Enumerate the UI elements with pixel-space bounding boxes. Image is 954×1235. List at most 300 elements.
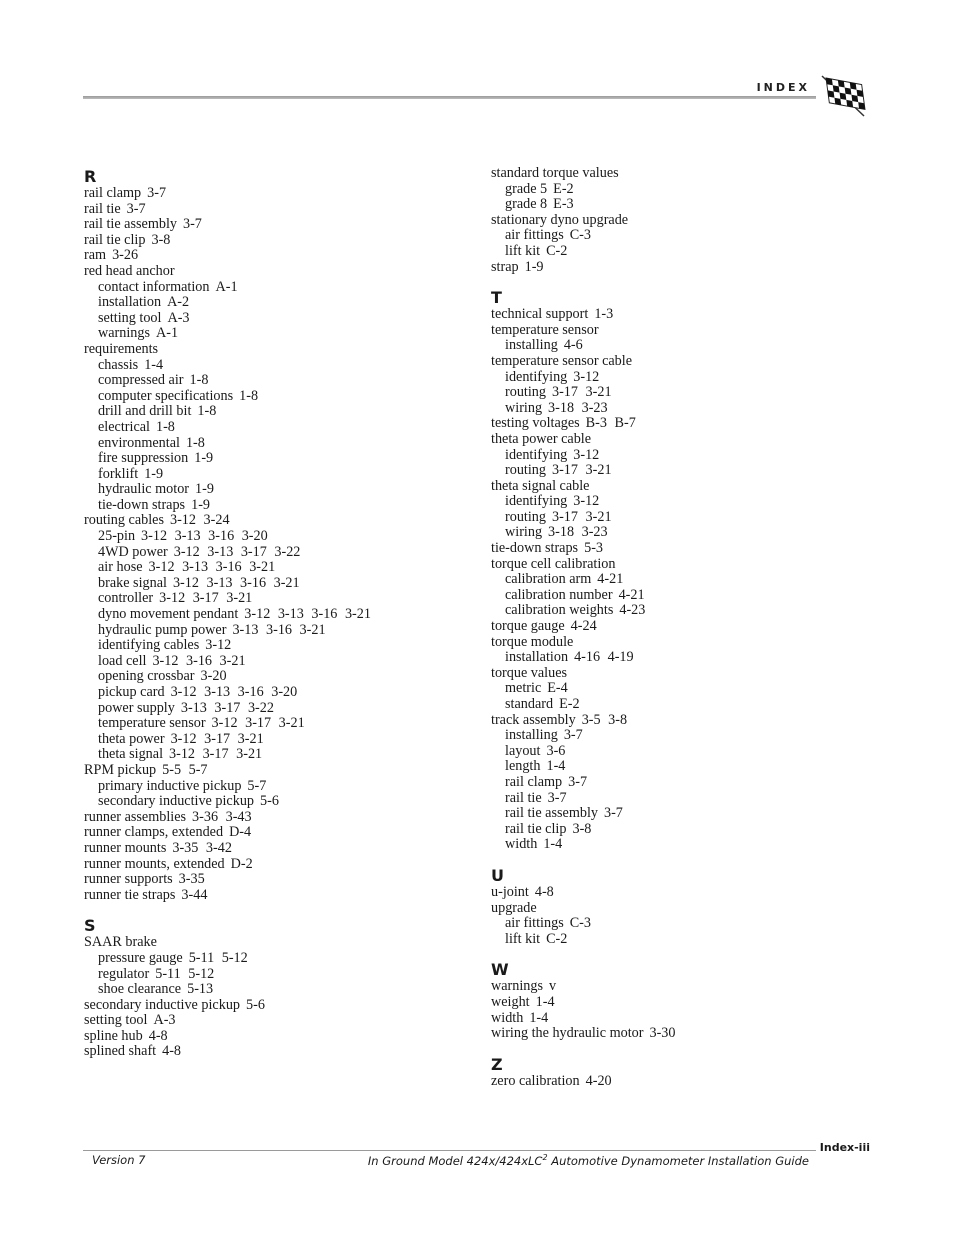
entry-term: regulator <box>98 965 150 982</box>
index-subentry <box>84 967 464 983</box>
entry-term: runner clamps, extended <box>84 824 224 841</box>
entry-pages: v <box>549 978 557 995</box>
entry-term: grade 8 <box>505 196 548 213</box>
entry-pages: 1-9 <box>194 450 214 467</box>
entry-pages: 3-12 3-13 3-16 3-21 <box>172 574 300 591</box>
index-subentry <box>491 588 851 604</box>
index-subentry <box>84 482 464 498</box>
entry-pages: 4-21 <box>597 571 624 588</box>
index-subentry <box>84 404 464 420</box>
entry-term: identifying cables <box>98 637 200 654</box>
entry-pages: 3-7 <box>568 773 588 790</box>
index-subentry <box>491 775 851 791</box>
entry-pages: 3-7 <box>182 216 202 233</box>
entry-term: pickup card <box>98 684 165 700</box>
index-subentry <box>491 182 851 198</box>
index-right-column <box>491 166 851 1103</box>
entry-pages: 3-17 3-21 <box>551 384 612 401</box>
entry-term: runner supports <box>84 871 173 888</box>
index-entry <box>84 217 464 233</box>
index-subentry <box>84 311 464 327</box>
entry-term: forklift <box>98 465 139 482</box>
entry-pages: 3-18 3-23 <box>548 399 608 416</box>
entry-pages: 5-7 <box>247 777 267 794</box>
index-subentry <box>84 576 464 592</box>
index-subentry <box>491 916 851 932</box>
index-subentry <box>84 747 464 763</box>
index-subentry <box>84 701 464 717</box>
entry-term: rail tie clip <box>505 820 567 837</box>
entry-term: theta signal <box>98 746 164 763</box>
entry-pages: A-3 <box>167 309 190 326</box>
index-entry <box>491 213 851 229</box>
index-entry <box>491 713 851 729</box>
entry-pages: C-3 <box>569 227 591 244</box>
footer-rule <box>83 1150 816 1151</box>
entry-pages: A-3 <box>153 1012 176 1029</box>
entry-pages: 3-18 3-23 <box>548 524 608 541</box>
entry-pages: 3-13 3-16 3-21 <box>232 621 326 638</box>
entry-term: 25-pin <box>98 528 136 545</box>
entry-pages: 1-4 <box>144 356 164 373</box>
index-subentry <box>84 451 464 467</box>
index-entry <box>84 825 464 841</box>
footer-title-main: In Ground Model 424x/424xLC <box>367 1153 543 1168</box>
index-entry <box>84 857 464 873</box>
index-section <box>84 168 464 903</box>
entry-pages: 3-6 <box>546 742 566 759</box>
index-subentry <box>84 560 464 576</box>
index-entry <box>84 998 464 1014</box>
entry-term: installation <box>505 649 569 666</box>
entry-term: pressure gauge <box>98 949 183 966</box>
entry-term: drill and drill bit <box>98 403 192 420</box>
entry-pages: C-3 <box>569 915 591 932</box>
entry-term: identifying <box>505 368 568 385</box>
entry-term: rail tie clip <box>84 231 146 248</box>
index-subentry <box>84 607 464 623</box>
entry-term: computer specifications <box>98 387 234 404</box>
index-entry <box>491 1011 851 1027</box>
entry-term: requirements <box>84 340 159 357</box>
entry-term: rail tie assembly <box>84 216 177 233</box>
section-letter: S <box>84 916 96 936</box>
index-entry <box>491 260 851 276</box>
entry-pages: E-2 <box>559 696 580 712</box>
entry-pages: D-2 <box>230 855 253 872</box>
entry-pages: 3-12 3-13 3-16 3-21 <box>148 559 276 576</box>
entry-pages: 3-17 3-21 <box>551 462 612 479</box>
entry-term: wiring <box>505 399 543 416</box>
index-subentry <box>84 436 464 452</box>
entry-pages: E-3 <box>553 196 574 213</box>
index-subentry <box>84 498 464 514</box>
entry-term: contact information <box>98 278 210 295</box>
entry-term: strap <box>491 258 519 275</box>
index-subentry <box>491 759 851 775</box>
index-subentry <box>491 370 851 386</box>
index-subentry <box>84 591 464 607</box>
index-entry <box>491 541 851 557</box>
index-subentry <box>84 716 464 732</box>
entry-pages: 1-8 <box>239 387 259 404</box>
entry-term: torque gauge <box>491 618 565 635</box>
entry-term: calibration arm <box>505 571 592 588</box>
index-subentry <box>491 385 851 401</box>
entry-term: rail clamp <box>84 185 142 201</box>
entry-pages: 1-4 <box>543 836 563 853</box>
entry-pages: 1-9 <box>144 465 164 482</box>
entry-term: stationary dyno upgrade <box>491 211 629 228</box>
index-subentry <box>84 280 464 296</box>
entry-pages: 5-13 <box>187 981 214 998</box>
entry-term: torque cell calibration <box>491 555 616 572</box>
index-subentry <box>491 197 851 213</box>
index-subentry <box>84 638 464 654</box>
entry-term: routing <box>505 384 546 401</box>
entry-pages: C-2 <box>546 930 568 947</box>
index-subentry <box>84 295 464 311</box>
index-entry <box>84 202 464 218</box>
entry-term: air fittings <box>505 227 564 244</box>
entry-pages: 1-9 <box>524 258 544 275</box>
index-subentry <box>84 326 464 342</box>
entry-pages: D-4 <box>229 824 252 841</box>
index-entry <box>491 323 851 339</box>
index-entry <box>84 1044 464 1060</box>
index-entry <box>491 885 851 901</box>
index-entry <box>491 995 851 1011</box>
index-entry <box>84 810 464 826</box>
entry-pages: 3-12 3-16 3-21 <box>152 652 246 669</box>
entry-pages: 3-8 <box>572 820 592 837</box>
entry-pages: 3-12 3-17 3-21 <box>170 730 264 747</box>
index-entry <box>84 264 464 280</box>
section-letter: Z <box>491 1054 503 1074</box>
index-section <box>491 289 851 853</box>
entry-pages: 1-8 <box>155 418 175 435</box>
entry-term: power supply <box>98 699 175 716</box>
entry-term: layout <box>505 742 541 759</box>
index-section <box>491 961 851 1041</box>
index-entry <box>84 872 464 888</box>
index-subentry <box>84 623 464 639</box>
entry-term: temperature sensor <box>491 321 599 338</box>
index-subentry <box>491 932 851 948</box>
index-entry <box>491 416 851 432</box>
entry-pages: 4-16 4-19 <box>574 649 634 666</box>
entry-pages: 3-12 3-17 3-21 <box>211 715 305 732</box>
entry-pages: 3-30 <box>649 1025 676 1042</box>
index-entry <box>84 233 464 249</box>
entry-term: fire suppression <box>98 450 189 467</box>
index-subentry <box>491 494 851 510</box>
entry-pages: 4-8 <box>534 883 554 900</box>
entry-term: torque module <box>491 633 574 650</box>
checkered-flag-icon <box>818 74 868 118</box>
index-subentry <box>84 467 464 483</box>
entry-term: hydraulic pump power <box>98 621 227 638</box>
entry-pages: 1-4 <box>535 993 555 1010</box>
index-subentry <box>491 681 851 697</box>
entry-term: chassis <box>98 356 139 373</box>
entry-pages: 4-20 <box>585 1072 612 1089</box>
index-left-column <box>84 166 464 1074</box>
entry-term: opening crossbar <box>98 668 195 685</box>
index-entry <box>491 354 851 370</box>
footer-version: Version 7 <box>92 1153 146 1167</box>
entry-pages: 1-4 <box>529 1009 549 1026</box>
index-subentry <box>84 685 464 701</box>
entry-pages: 3-7 <box>547 789 567 806</box>
entry-term: rail tie assembly <box>505 805 598 822</box>
footer-page-label: Index-iii <box>819 1141 870 1154</box>
index-entry <box>491 979 851 995</box>
entry-pages: 3-7 <box>126 200 146 217</box>
index-subentry <box>491 791 851 807</box>
index-section <box>491 1056 851 1090</box>
index-subentry <box>491 650 851 666</box>
entry-term: rail tie <box>505 789 542 806</box>
index-subentry <box>84 529 464 545</box>
entry-term: air hose <box>98 559 143 576</box>
index-subentry <box>491 338 851 354</box>
entry-pages: 3-12 3-13 3-16 3-20 <box>170 684 298 700</box>
entry-term: width <box>491 1009 524 1026</box>
entry-pages: E-2 <box>553 180 574 197</box>
footer-title-superscript: 2 <box>542 1153 548 1162</box>
entry-pages: 5-3 <box>584 540 604 557</box>
footer-title-rest: Automotive Dynamometer Installation Guide <box>547 1153 809 1168</box>
entry-term: testing voltages <box>491 415 580 432</box>
index-entry <box>491 619 851 635</box>
footer-guide-title <box>368 1153 809 1168</box>
entry-term: routing <box>505 462 546 479</box>
index-entry <box>491 635 851 651</box>
index-subentry <box>84 358 464 374</box>
entry-term: temperature sensor <box>98 715 206 732</box>
entry-term: torque values <box>491 664 568 681</box>
index-section <box>84 917 464 1060</box>
entry-term: compressed air <box>98 372 184 389</box>
index-entry <box>84 342 464 358</box>
index-entry <box>84 248 464 264</box>
entry-pages: 5-11 5-12 <box>155 965 215 982</box>
entry-pages: 1-8 <box>197 403 217 420</box>
index-subentry <box>84 951 464 967</box>
index-entry <box>491 557 851 573</box>
entry-term: width <box>505 836 538 853</box>
index-subentry <box>84 389 464 405</box>
entry-term: installing <box>505 727 558 744</box>
entry-pages: E-4 <box>547 680 568 697</box>
entry-pages: 3-26 <box>112 247 139 264</box>
entry-term: tie-down straps <box>491 540 579 557</box>
entry-term: runner mounts <box>84 839 167 856</box>
entry-pages: 3-12 3-24 <box>169 512 230 529</box>
index-subentry <box>84 669 464 685</box>
entry-pages: 3-7 <box>147 185 167 201</box>
entry-pages: 3-12 3-17 3-21 <box>169 746 263 763</box>
entry-term: routing cables <box>84 512 164 529</box>
index-entry <box>491 666 851 682</box>
entry-term: zero calibration <box>491 1072 580 1089</box>
index-subentry <box>84 779 464 795</box>
entry-pages: A-2 <box>167 294 190 311</box>
entry-term: 4WD power <box>98 543 168 560</box>
index-subentry <box>84 654 464 670</box>
index-subentry <box>491 837 851 853</box>
entry-pages: 3-20 <box>200 668 227 685</box>
entry-pages: 5-5 5-7 <box>162 761 208 778</box>
index-subentry <box>491 806 851 822</box>
entry-pages: 3-7 <box>563 727 583 744</box>
index-subentry <box>84 420 464 436</box>
index-entry <box>84 186 464 202</box>
entry-term: runner mounts, extended <box>84 855 225 872</box>
entry-term: air fittings <box>505 915 564 932</box>
index-entry <box>491 432 851 448</box>
index-entry <box>84 1013 464 1029</box>
entry-term: red head anchor <box>84 262 175 279</box>
entry-pages: 1-9 <box>195 481 214 498</box>
section-letter: R <box>84 167 97 186</box>
index-entry <box>491 479 851 495</box>
entry-pages: 3-12 3-13 3-16 3-20 <box>141 528 268 545</box>
index-subentry <box>84 373 464 389</box>
index-subentry <box>491 244 851 260</box>
index-entry <box>491 901 851 917</box>
entry-term: track assembly <box>491 711 576 728</box>
index-entry <box>491 1026 851 1042</box>
entry-pages: 5-11 5-12 <box>188 949 248 966</box>
index-subentry <box>84 732 464 748</box>
entry-term: setting tool <box>98 309 162 326</box>
entry-pages: 3-17 3-21 <box>551 508 612 525</box>
entry-pages: 4-8 <box>148 1027 168 1044</box>
index-entry <box>491 1074 851 1090</box>
entry-term: rail clamp <box>505 773 563 790</box>
index-subentry <box>491 525 851 541</box>
entry-term: standard <box>505 696 554 712</box>
section-letter: T <box>491 288 502 308</box>
entry-term: calibration weights <box>505 602 614 619</box>
entry-term: weight <box>491 993 530 1010</box>
index-subentry <box>491 228 851 244</box>
entry-term: shoe clearance <box>98 981 182 998</box>
index-subentry <box>491 510 851 526</box>
index-subentry <box>491 603 851 619</box>
index-subentry <box>491 744 851 760</box>
index-subentry <box>84 982 464 998</box>
entry-pages: 1-8 <box>189 372 209 389</box>
entry-pages: 4-24 <box>570 618 597 635</box>
entry-term: secondary inductive pickup <box>98 793 255 810</box>
entry-pages: A-1 <box>215 278 238 295</box>
entry-pages: B-3 B-7 <box>585 415 636 432</box>
entry-term: length <box>505 758 541 775</box>
entry-pages: 3-12 <box>573 368 600 385</box>
entry-term: calibration number <box>505 586 613 603</box>
entry-term: hydraulic motor <box>98 481 190 498</box>
index-subentry <box>84 794 464 810</box>
entry-pages: 3-8 <box>151 231 171 248</box>
index-entry <box>84 1029 464 1045</box>
entry-pages: 3-36 3-43 <box>192 808 252 825</box>
entry-pages: 4-21 <box>618 586 645 603</box>
index-section <box>491 166 851 275</box>
entry-pages: 3-35 <box>178 871 205 888</box>
entry-term: runner assemblies <box>84 808 187 825</box>
entry-pages: 1-3 <box>594 306 614 323</box>
index-subentry <box>491 401 851 417</box>
entry-term: brake signal <box>98 574 167 591</box>
entry-pages: 1-4 <box>546 758 566 775</box>
entry-pages: 5-6 <box>260 793 279 810</box>
entry-term: temperature sensor cable <box>491 352 633 369</box>
entry-term: identifying <box>505 446 568 463</box>
index-subentry <box>491 697 851 713</box>
entry-pages: 1-9 <box>191 496 211 513</box>
index-subentry <box>491 728 851 744</box>
index-entry <box>84 513 464 529</box>
entry-term: installing <box>505 337 558 354</box>
entry-term: grade 5 <box>505 180 548 197</box>
entry-term: runner tie straps <box>84 886 176 903</box>
entry-term: spline hub <box>84 1027 143 1044</box>
entry-term: rail tie <box>84 200 121 217</box>
entry-term: routing <box>505 508 546 525</box>
entry-pages: 3-13 3-17 3-22 <box>180 699 274 716</box>
entry-term: warnings <box>98 325 151 342</box>
index-entry <box>491 307 851 323</box>
entry-term: upgrade <box>491 899 537 916</box>
entry-term: controller <box>98 590 154 607</box>
entry-term: SAAR brake <box>84 934 157 951</box>
index-entry <box>84 841 464 857</box>
entry-term: theta power <box>98 730 165 747</box>
entry-term: lift kit <box>505 242 541 259</box>
entry-term: load cell <box>98 652 147 669</box>
entry-term: secondary inductive pickup <box>84 996 241 1013</box>
header-rule <box>83 96 816 99</box>
section-letter: W <box>491 960 509 980</box>
entry-term: RPM pickup <box>84 761 157 778</box>
entry-term: installation <box>98 294 162 311</box>
entry-term: environmental <box>98 434 180 451</box>
entry-pages: 1-8 <box>185 434 205 451</box>
section-letter: U <box>491 865 504 885</box>
entry-pages: 3-12 <box>573 446 600 463</box>
entry-term: identifying <box>505 493 568 510</box>
entry-term: metric <box>505 680 542 697</box>
entry-pages: 4-8 <box>162 1043 182 1060</box>
entry-term: primary inductive pickup <box>98 777 242 794</box>
entry-pages: 3-35 3-42 <box>172 839 232 856</box>
entry-term: dyno movement pendant <box>98 606 239 623</box>
entry-pages: A-1 <box>156 325 179 342</box>
index-subentry <box>84 545 464 561</box>
index-entry <box>491 166 851 182</box>
index-entry <box>84 935 464 951</box>
entry-term: technical support <box>491 306 589 323</box>
index-section <box>491 867 851 947</box>
entry-pages: 5-6 <box>246 996 265 1013</box>
entry-pages: 4-6 <box>563 337 583 354</box>
entry-pages: 3-12 <box>205 637 232 654</box>
entry-term: ram <box>84 247 107 264</box>
index-entry <box>84 763 464 779</box>
